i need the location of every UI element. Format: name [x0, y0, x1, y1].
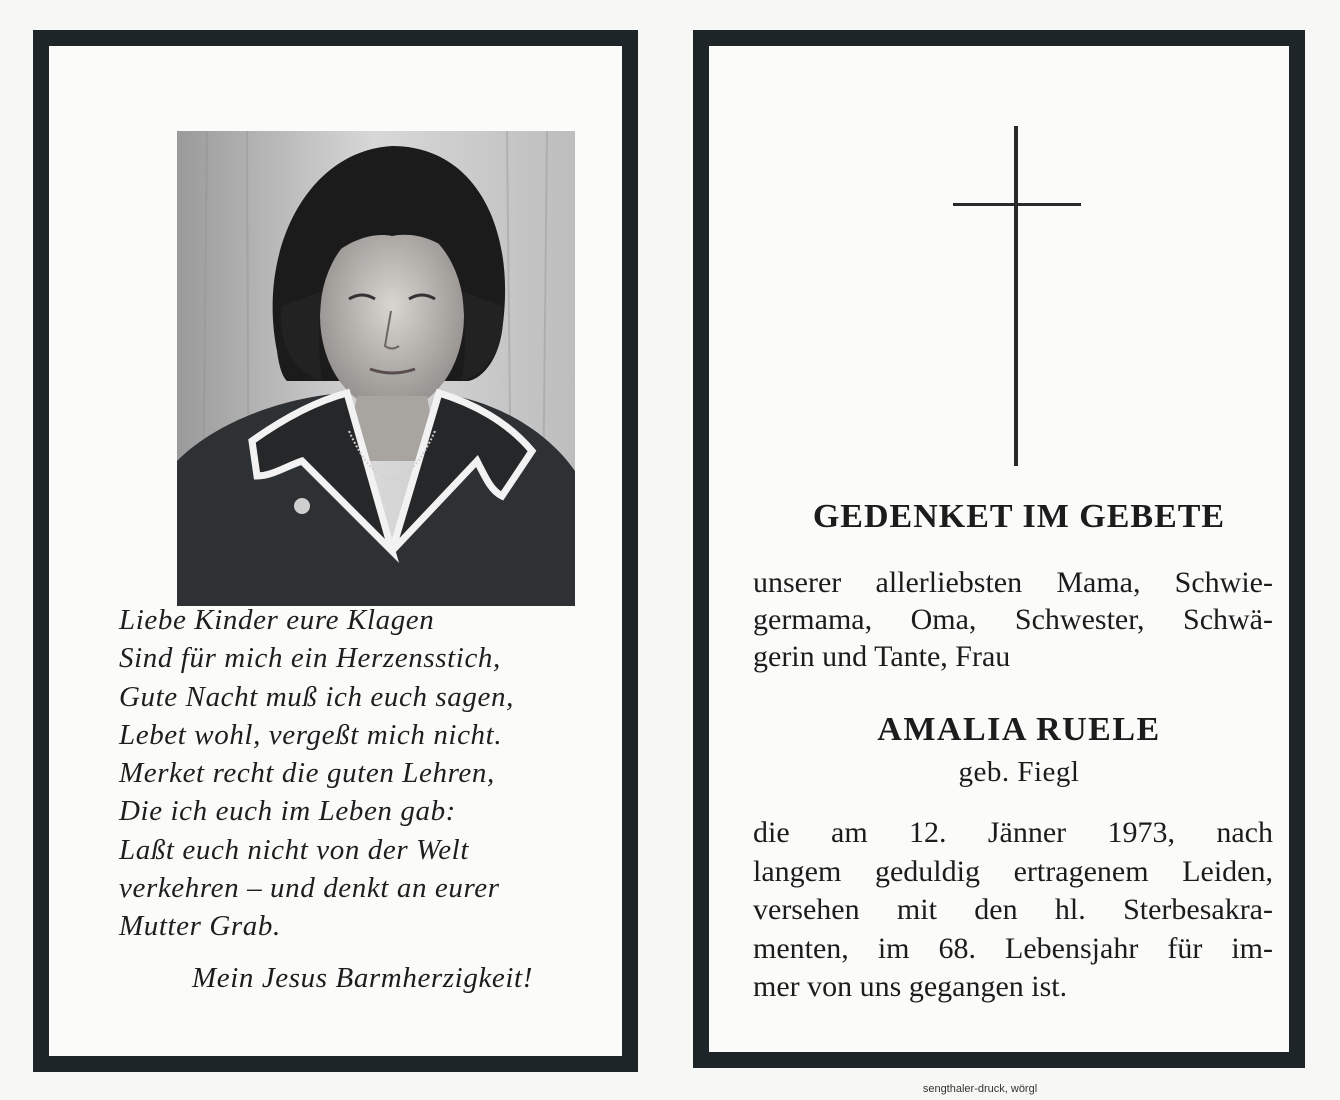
notice-line: langem geduldig ertragenem Leiden, — [753, 854, 1273, 888]
poem-line: Die ich euch im Leben gab: — [119, 795, 456, 828]
poem — [119, 601, 599, 946]
memorial-card-left — [33, 30, 638, 1072]
intro-text — [753, 564, 1273, 675]
deceased-name: AMALIA RUELE — [877, 711, 1161, 748]
closing-prayer: Mein Jesus Barmherzigkeit! — [192, 962, 533, 994]
poem-line: Lebet wohl, vergeßt mich nicht. — [119, 718, 503, 751]
poem-line: Gute Nacht muß ich euch sagen, — [119, 680, 514, 713]
cross-vertical-bar — [1014, 126, 1018, 466]
poem-line: Liebe Kinder eure Klagen — [119, 604, 435, 636]
poem-line: verkehren – und denkt an eurer — [119, 872, 500, 905]
poem-line: Merket recht die guten Lehren, — [119, 757, 495, 790]
notice-line: mer von uns gegangen ist. — [753, 970, 1068, 1003]
portrait-illustration — [177, 131, 575, 606]
notice-line: versehen mit den hl. Sterbesakra- — [753, 893, 1273, 926]
poem-line: Sind für mich ein Herzensstich, — [119, 642, 501, 675]
memorial-card-right — [693, 30, 1305, 1068]
notice-line: die am 12. Jänner 1973, nach — [753, 816, 1273, 849]
intro-line: unserer allerliebsten Mama, Schwie- — [753, 566, 1273, 599]
intro-line: germama, Oma, Schwester, Schwä- — [753, 603, 1273, 636]
portrait-photo — [177, 131, 575, 606]
poem-line: Mutter Grab. — [119, 910, 281, 943]
death-notice-text — [753, 814, 1273, 1007]
poem-line: Laßt euch nicht von der Welt — [119, 833, 469, 866]
cross-horizontal-bar — [953, 203, 1081, 206]
printer-credit: sengthaler-druck, wörgl — [922, 1083, 1038, 1095]
intro-line: gerin und Tante, Frau — [753, 640, 1011, 673]
maiden-name: geb. Fiegl — [958, 756, 1080, 788]
notice-line: menten, im 68. Lebensjahr für im- — [753, 931, 1273, 965]
memorial-heading: GEDENKET IM GEBETE — [812, 498, 1226, 535]
